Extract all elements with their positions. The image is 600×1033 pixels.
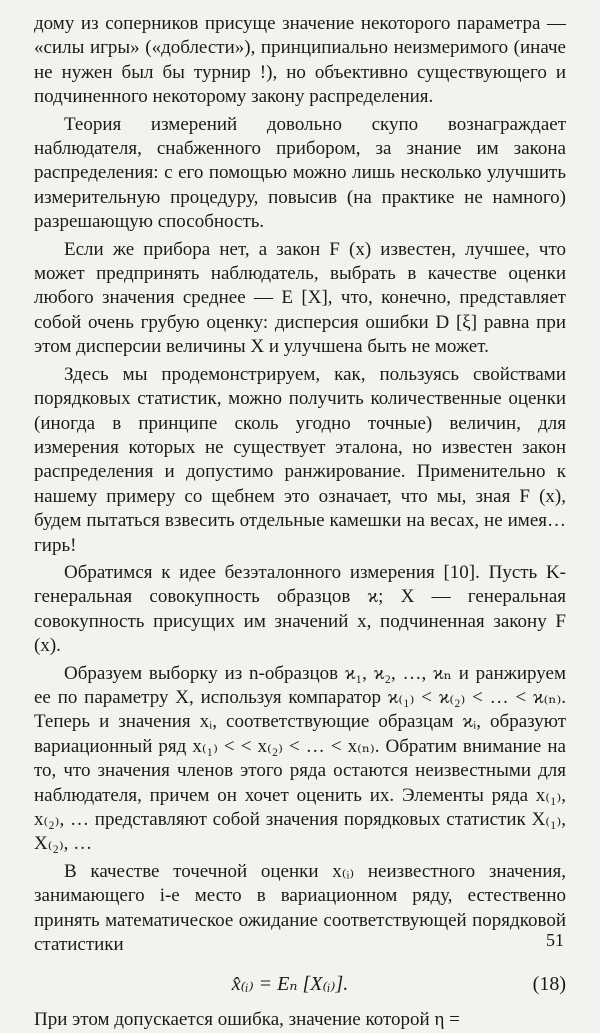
- page-number: 51: [546, 930, 564, 950]
- paragraph-4: Здесь мы продемонстрируем, как, пользуясь свойствами порядковых статистик, можно получить количественные оценки (иногда в принципе сколь угодно точные) величин, для измерения которых не существует эталона, но известен закон распределения и допустимо ранжирование. Применительно к нашему примеру со щебнем это означает, что мы, зная F (x), будем пытаться взвесить отдельные камешки на весах, не имея… гирь!: [34, 363, 566, 556]
- paragraph-6: Образуем выборку из n-образцов ϰ₁, ϰ₂, …, ϰₙ и ранжируем ее по параметру X, используя компаратор ϰ₍₁₎ < ϰ₍₂₎ < … < ϰ₍ₙ₎. Теперь и значения xᵢ, соответствующие образцам ϰᵢ, образуют вариационный ряд x₍₁₎ < < x₍₂₎ < … < x₍ₙ₎. Обратим внимание на то, что значения членов этого ряда остаются неизвестными для наблюдателя, причем он хочет оценить их. Элементы ряда x₍₁₎, x₍₂₎, … представляют собой значения порядковых статистик X₍₁₎, X₍₂₎, …: [34, 662, 566, 855]
- paragraph-5: Обратимся к идее безэталонного измерения [10]. Пусть K-генеральная совокупность образцов ϰ; X — генеральная совокупность присущих им значений x, подчиненная закону F (x).: [34, 561, 566, 657]
- paragraph-3: Если же прибора нет, а закон F (x) известен, лучшее, что может предпринять наблюдатель, выбрать в качестве оценки любого значения среднее — E [X], что, конечно, представляет собой очень грубую оценку: дисперсия ошибки D [ξ] равна при этом дисперсии величины X и улучшена быть не может.: [34, 238, 566, 358]
- closing-line: При этом допускается ошибка, значение которой η =: [34, 1009, 460, 1031]
- equation-number: (18): [532, 973, 566, 996]
- equation-expression: x̂₍ᵢ₎ = Eₙ [X₍ᵢ₎].: [231, 973, 349, 996]
- paragraph-1: дому из соперников присуще значение некоторого параметра — «силы игры» («доблести»), принципиально неизмеримого (иначе не нужен был бы турнир !), но объективно существующего и подчиненного некоторому закону распределения.: [34, 13, 566, 108]
- paragraph-7: В качестве точечной оценки x₍ᵢ₎ неизвестного значения, занимающего i-е место в вариационном ряду, естественно принять математическое ожидание соответствующей порядковой статистики: [34, 860, 566, 956]
- paragraph-2: Теория измерений довольно скупо вознаграждает наблюдателя, снабженного прибором, за знание им закона распределения: с его помощью можно лишь несколько улучшить измерительную процедуру, повысив (на практике не намного) разрешающую способность.: [34, 113, 566, 233]
- equation-18: [34, 971, 566, 996]
